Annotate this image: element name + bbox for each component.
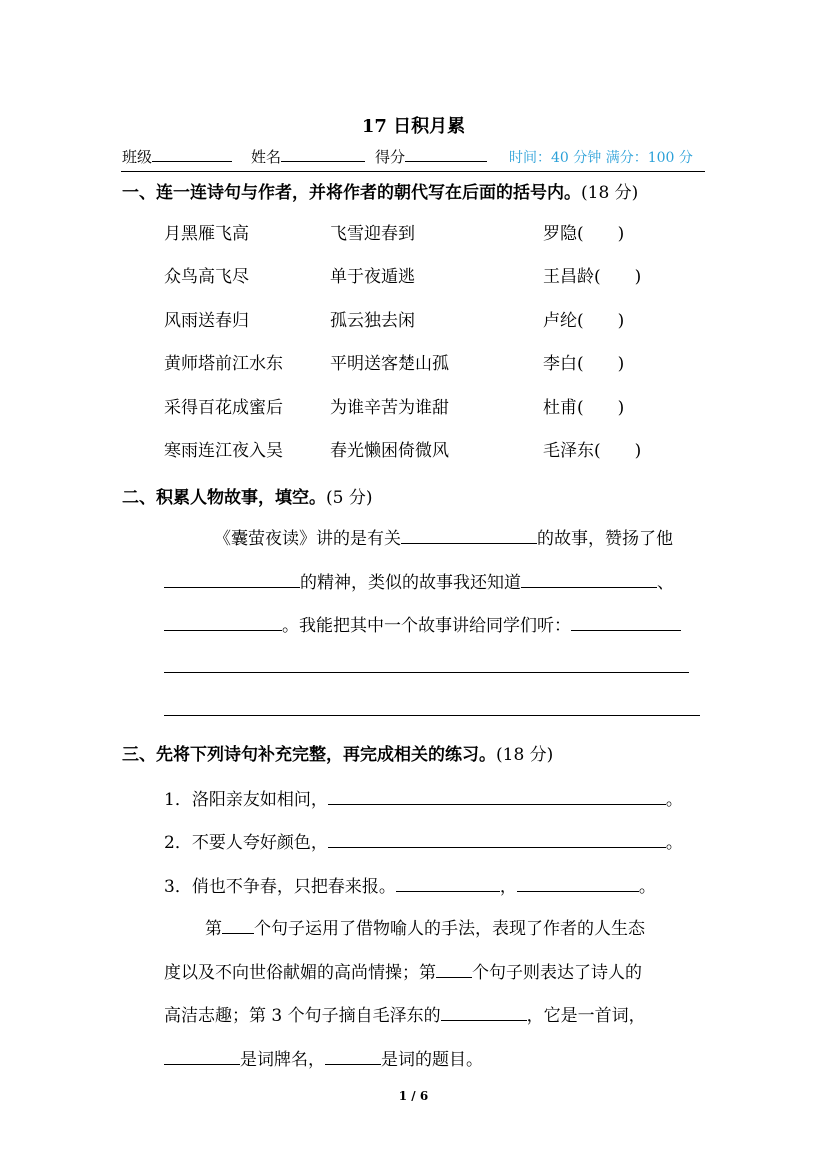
question-2: 2．不要人夸好颜色， 。 [164,833,683,853]
cipai-blank[interactable] [164,1064,240,1065]
poem-fill-blank-3b[interactable] [517,891,639,892]
header-divider [121,171,705,172]
poem-line-left[interactable]: 寒雨连江夜入吴 [164,441,283,461]
poem-line-right[interactable]: 为谁辛苦为谁甜 [330,398,449,418]
section1-heading: 一、连一连诗句与作者，并将作者的朝代写在后面的括号内。(18 分) [122,183,639,203]
story-line-1: 《囊萤夜读》讲的是有关 的故事，赞扬了他 [214,529,673,549]
author-with-dynasty-blank[interactable]: 毛泽东( ) [543,441,642,461]
poem-fill-blank-3a[interactable] [396,891,500,892]
question-1: 1．洛阳亲友如相问， 。 [164,790,683,810]
poem-line-left[interactable]: 风雨送春归 [164,311,249,331]
story-topic-blank[interactable] [401,543,537,544]
score-label: 得分 [375,148,406,166]
sentence-number-blank-1[interactable] [222,933,254,934]
poem-line-left[interactable]: 黄师塔前江水东 [164,354,283,374]
poem-line-left[interactable]: 众鸟高飞尽 [164,267,249,287]
sentence-number-blank-2[interactable] [436,977,472,978]
exercise-line-4: 是词牌名， 是词的题目。 [164,1045,483,1070]
page-number: 1 / 6 [398,1089,429,1103]
time-and-score-info: 时间：40 分钟 满分：100 分 [509,150,693,166]
poem-line-right[interactable]: 春光懒困倚微风 [330,441,449,461]
exercise-line-1: 第 个句子运用了借物喻人的手法，表现了作者的人生态 [205,919,645,939]
similar-story-blank-1[interactable] [521,587,657,588]
similar-story-blank-2[interactable] [164,630,282,631]
answer-line[interactable] [164,715,700,716]
retell-blank[interactable] [571,630,681,631]
story-line-3: 。我能把其中一个故事讲给同学们听： [164,611,681,636]
section2-heading: 二、积累人物故事，填空。(5 分) [122,488,373,508]
poem-line-left[interactable]: 采得百花成蜜后 [164,398,283,418]
poem-fill-blank-1[interactable] [328,804,666,805]
name-label: 姓名 [251,148,282,166]
score-field[interactable] [375,146,487,167]
exercise-line-3: 高洁志趣；第 3 个句子摘自毛泽东的 ，它是一首词， [164,1006,646,1026]
author-with-dynasty-blank[interactable]: 卢纶( ) [543,311,625,331]
page-title: 17 日积月累 [361,116,466,137]
poem-fill-blank-2[interactable] [328,847,666,848]
work-title-blank[interactable] [441,1020,527,1021]
ci-title-blank[interactable] [325,1064,381,1065]
name-blank[interactable] [281,161,365,162]
name-field[interactable] [251,146,365,167]
spirit-blank[interactable] [164,587,300,588]
story-line-2: 的精神，类似的故事我还知道 、 [164,568,674,593]
score-blank[interactable] [405,161,487,162]
author-with-dynasty-blank[interactable]: 罗隐( ) [543,224,625,244]
author-with-dynasty-blank[interactable]: 王昌龄( ) [543,267,642,287]
question-3: 3．俏也不争春，只把春来报。 ， 。 [164,877,656,897]
author-with-dynasty-blank[interactable]: 杜甫( ) [543,398,625,418]
section3-heading: 三、先将下列诗句补充完整，再完成相关的练习。(18 分) [122,745,554,765]
poem-line-right[interactable]: 孤云独去闲 [330,311,415,331]
poem-line-right[interactable]: 平明送客楚山孤 [330,354,449,374]
poem-line-right[interactable]: 单于夜遁逃 [330,267,415,287]
class-label: 班级 [122,148,153,166]
answer-line[interactable] [164,672,689,673]
class-field[interactable] [122,146,232,167]
class-blank[interactable] [152,161,232,162]
poem-line-left[interactable]: 月黑雁飞高 [164,224,249,244]
author-with-dynasty-blank[interactable]: 李白( ) [543,354,625,374]
poem-line-right[interactable]: 飞雪迎春到 [330,224,415,244]
exercise-line-2: 度以及不向世俗献媚的高尚情操；第 个句子则表达了诗人的 [164,963,642,983]
